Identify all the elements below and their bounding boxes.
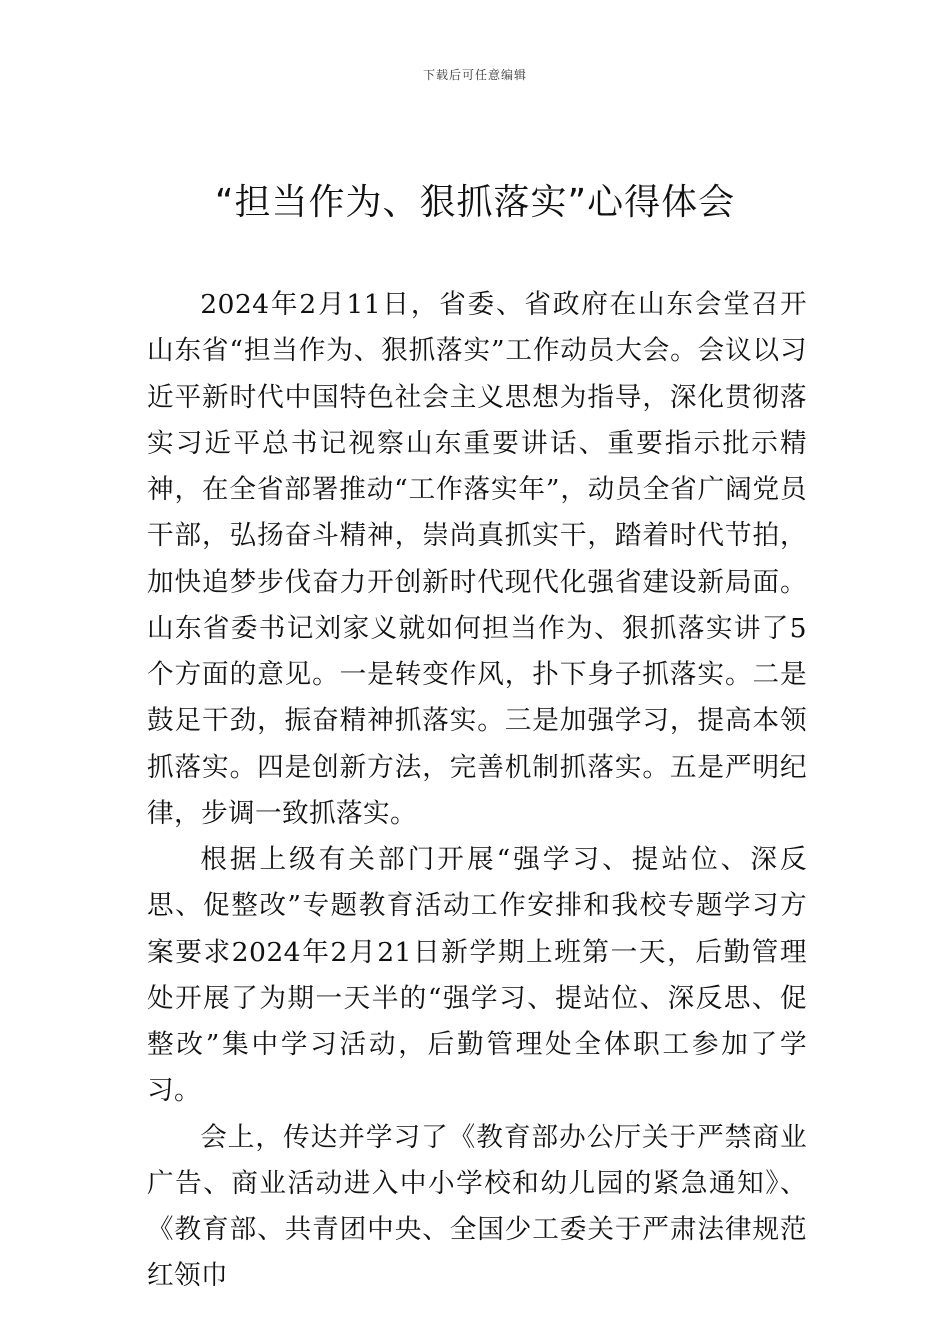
paragraph-1: 2024年2月11日，省委、省政府在山东会堂召开山东省“担当作为、狠抓落实”工作动员大会。会议以习近平新时代中国特色社会主义思想为指导，深化贯彻落实习近平总书记视察山东重要讲话、重要指示批示精神，在全省部署推动“工作落实年”，动员全省广阔党员干部，弘扬奋斗精神，崇尚真抓实干，踏着时代节拍，加快追梦步伐奋力开创新时代现代化强省建设新局面。山东省委书记刘家义就如何担当作为、狠抓落实讲了5个方面的意见。一是转变作风，扑下身子抓落实。二是鼓足干劲，振奋精神抓落实。三是加强学习，提高本领抓落实。四是创新方法，完善机制抓落实。五是严明纪律，步调一致抓落实。	[147, 289, 807, 829]
header-note: 下载后可任意编辑	[422, 68, 527, 82]
paragraph-3: 会上，传达并学习了《教育部办公厅关于严禁商业广告、商业活动进入中小学校和幼儿园的紧急通知》、《教育部、共青团中央、全国少工委关于严肃法律规范红领巾	[147, 1121, 807, 1292]
paragraph-2: 根据上级有关部门开展“强学习、提站位、深反思、促整改”专题教育活动工作安排和我校专题学习方案要求2024年2月21日新学期上班第一天，后勤管理处开展了为期一天半的“强学习、提站位、深反思、促整改”集中学习活动，后勤管理处全体职工参加了学习。	[147, 844, 807, 1107]
document-body	[147, 282, 807, 1300]
document-title: “担当作为、狠抓落实”心得体会	[214, 182, 736, 223]
